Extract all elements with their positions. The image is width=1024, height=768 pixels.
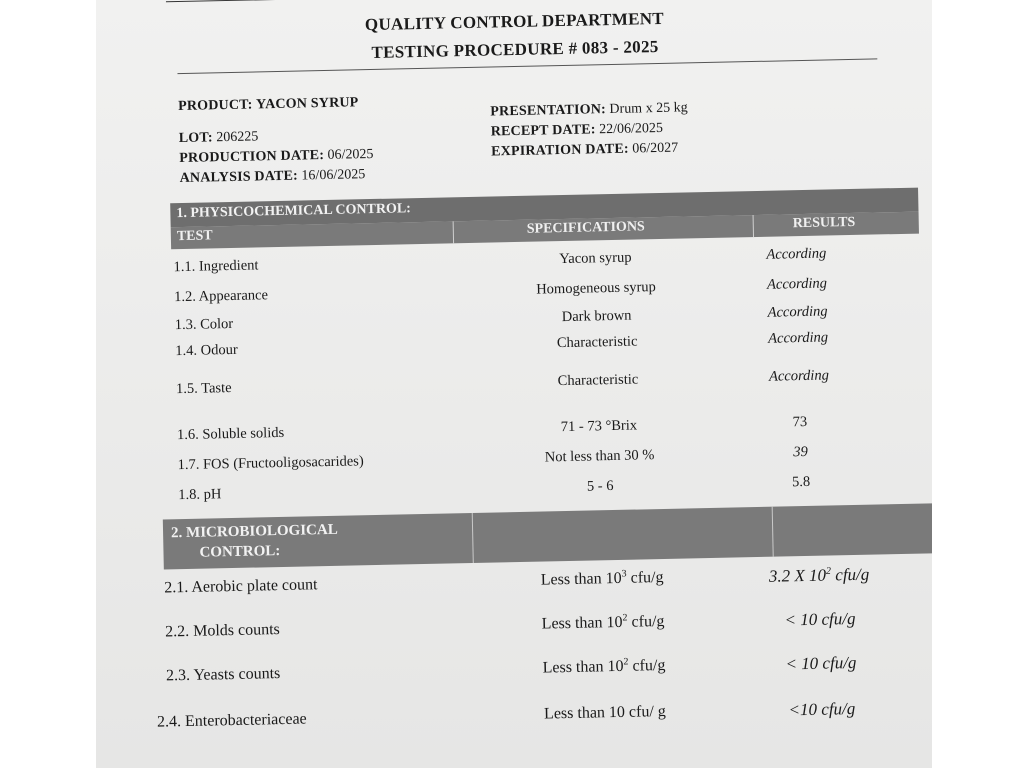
column-separator xyxy=(453,221,454,243)
test-name: 2.1. Aerobic plate count xyxy=(164,576,318,597)
department-title: QUALITY CONTROL DEPARTMENT xyxy=(364,8,665,35)
test-spec: Characteristic xyxy=(557,371,639,390)
presentation-line xyxy=(490,100,688,120)
recept-date-value: 22/06/2025 xyxy=(599,120,664,138)
table-row xyxy=(104,365,932,398)
column-results: RESULTS xyxy=(792,214,856,232)
presentation-value: Drum x 25 kg xyxy=(609,100,688,118)
test-spec: 5 - 6 xyxy=(586,478,614,495)
background-right xyxy=(932,0,1024,768)
test-result: According xyxy=(767,303,828,321)
production-date-line xyxy=(179,147,374,167)
expiration-date-label: EXPIRATION DATE: xyxy=(491,141,629,160)
test-name: 2.2. Molds counts xyxy=(164,621,280,641)
test-spec: Less than 10 cfu/ g xyxy=(543,702,666,723)
background-left xyxy=(0,0,96,768)
test-result: < 10 cfu/g xyxy=(784,608,856,630)
test-result: < 10 cfu/g xyxy=(785,652,857,674)
test-result: According xyxy=(766,275,828,293)
test-spec: Less than $10^2$ cfu/g xyxy=(541,612,665,633)
lot-label: LOT: xyxy=(178,130,213,147)
analysis-date-value: 16/06/2025 xyxy=(301,167,366,184)
presentation-label: PRESENTATION: xyxy=(490,102,607,120)
test-name: 1.5. Taste xyxy=(175,380,232,398)
product-line xyxy=(178,95,359,115)
product-value: YACON SYRUP xyxy=(255,95,359,113)
test-result: 5.8 xyxy=(791,473,811,491)
test-name: 1.6. Soluble solids xyxy=(176,424,285,444)
lot-line xyxy=(179,129,259,147)
test-result: <10 cfu/g xyxy=(788,699,856,720)
table-row xyxy=(110,651,932,685)
production-date-label: PRODUCTION DATE: xyxy=(179,148,325,167)
test-spec: Less than $10^3$ cfu/g xyxy=(540,568,664,589)
test-name: 1.1. Ingredient xyxy=(173,257,259,276)
analysis-date-line xyxy=(180,167,366,187)
table-row xyxy=(106,441,932,474)
microbiological-section-bar xyxy=(163,503,932,569)
test-name: 1.3. Color xyxy=(174,315,234,334)
table-row xyxy=(111,697,932,731)
test-name: 1.7. FOS (Fructooligosacarides) xyxy=(177,453,364,474)
top-rule xyxy=(166,0,526,2)
column-test: TEST xyxy=(176,228,213,245)
test-spec: 71 - 73 °Brix xyxy=(560,417,638,436)
test-result: According xyxy=(768,367,830,385)
table-row xyxy=(102,273,932,306)
test-result: 39 xyxy=(793,443,808,461)
test-spec: Dark brown xyxy=(561,307,632,326)
analysis-date-label: ANALYSIS DATE: xyxy=(179,168,299,187)
test-name: 1.4. Odour xyxy=(175,341,238,360)
test-name: 1.8. pH xyxy=(178,486,222,504)
test-spec: Yacon syrup xyxy=(559,249,632,268)
table-row xyxy=(109,607,932,641)
test-spec: Homogeneous syrup xyxy=(536,279,657,298)
product-label: PRODUCT: xyxy=(178,97,253,115)
expiration-date-value: 06/2027 xyxy=(632,140,679,157)
production-date-value: 06/2025 xyxy=(327,146,374,163)
test-spec: Not less than 30 % xyxy=(544,447,655,466)
document-sheet xyxy=(96,0,932,768)
test-result: According xyxy=(768,329,829,347)
section-cell xyxy=(473,507,774,563)
test-result: 73 xyxy=(792,413,808,431)
test-name: 2.3. Yeasts counts xyxy=(165,665,281,685)
table-row xyxy=(106,471,932,504)
recept-date-label: RECEPT DATE: xyxy=(490,122,596,140)
test-spec: Characteristic xyxy=(556,333,638,352)
expiration-date-line xyxy=(491,141,678,161)
lot-value: 206225 xyxy=(216,129,259,146)
procedure-title: TESTING PROCEDURE # 083 - 2025 xyxy=(371,36,659,62)
column-separator xyxy=(753,215,754,237)
document-page xyxy=(96,0,932,768)
test-result: 3.2 X $10^2$ cfu/g xyxy=(768,564,870,586)
test-name: 1.2. Appearance xyxy=(173,287,269,306)
physicochemical-section-title: 1. PHYSICOCHEMICAL CONTROL: xyxy=(176,201,412,222)
microbiological-title-line2: CONTROL: xyxy=(199,543,281,561)
test-result: According xyxy=(766,245,827,263)
table-row xyxy=(105,411,932,444)
microbiological-title-line1: 2. MICROBIOLOGICAL xyxy=(170,521,338,542)
test-name: 2.4. Enterobacteriaceae xyxy=(156,710,307,731)
column-specifications: SPECIFICATIONS xyxy=(526,219,645,237)
test-spec: Less than $10^2$ cfu/g xyxy=(542,656,666,677)
recept-date-line xyxy=(491,121,664,141)
